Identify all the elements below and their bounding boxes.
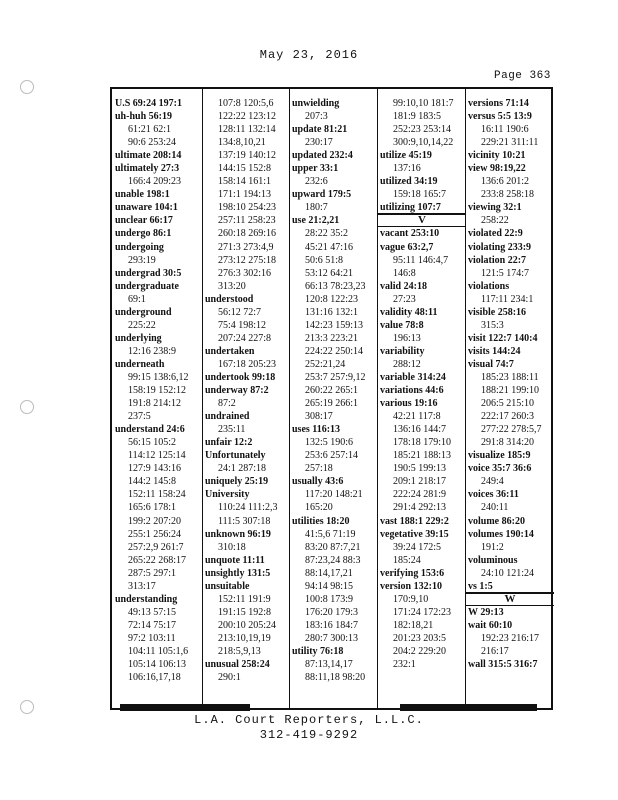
transcript-date: May 23, 2016 — [259, 48, 359, 62]
index-entry-continuation: 88:11,18 98:20 — [305, 672, 366, 684]
index-entry-continuation: 152:11 158:24 — [128, 489, 186, 501]
index-entry-continuation: 12:16 238:9 — [128, 345, 177, 357]
index-column-4 — [380, 97, 464, 671]
index-entry: understanding — [115, 593, 178, 605]
index-entry-continuation: 127:9 143:16 — [128, 463, 182, 475]
footer-bar-left — [120, 704, 250, 711]
index-entry-continuation: 87:2 — [218, 398, 236, 410]
index-entry: underground — [115, 306, 172, 318]
index-entry-continuation: 107:8 120:5,6 — [218, 98, 274, 109]
index-entry: variable 314:24 — [380, 371, 446, 383]
index-entry-continuation: 24:10 121:24 — [481, 567, 535, 579]
index-entry-continuation: 252:23 253:14 — [393, 124, 452, 136]
index-entry-continuation: 265:19 266:1 — [305, 398, 359, 410]
index-entry-continuation: 191:2 — [481, 541, 504, 553]
index-entry-continuation: 56:15 105:2 — [128, 437, 177, 449]
index-entry-continuation: 207:3 — [305, 111, 328, 123]
index-entry: understand 24:6 — [115, 424, 185, 436]
index-entry: violating 233:9 — [468, 241, 532, 253]
index-entry-continuation: 313:20 — [218, 280, 246, 292]
index-entry: underlying — [115, 332, 162, 344]
index-entry-continuation: 106:16,17,18 — [128, 672, 181, 684]
index-entry-continuation: 171:1 194:13 — [218, 189, 272, 201]
index-entry-continuation: 170:9,10 — [393, 593, 429, 605]
index-entry: violated 22:9 — [468, 228, 523, 240]
section-letter-heading: W — [468, 593, 552, 606]
index-entry-continuation: 27:23 — [393, 293, 416, 305]
index-entry-continuation: 104:11 105:1,6 — [128, 645, 189, 657]
index-entry-continuation: 216:17 — [481, 645, 509, 657]
index-entry: unclear 66:17 — [115, 215, 173, 227]
index-entry-continuation: 233:8 258:18 — [481, 189, 535, 201]
index-entry: unsuitable — [205, 580, 250, 592]
index-entry-continuation: 97:2 103:11 — [128, 632, 176, 644]
index-entry: uniquely 25:19 — [205, 476, 269, 488]
index-entry-continuation: 121:5 174:7 — [481, 267, 530, 279]
index-entry-continuation: 280:7 300:13 — [305, 632, 359, 644]
index-entry-continuation: 99:15 138:6,12 — [128, 371, 189, 383]
index-entry-continuation: 257:18 — [305, 463, 333, 475]
index-entry-continuation: 53:12 64:21 — [305, 267, 354, 279]
index-entry: underway 87:2 — [205, 385, 269, 397]
index-entry: volume 86:20 — [468, 515, 525, 527]
index-entry-continuation: 209:1 218:17 — [393, 476, 447, 488]
index-entry: unaware 104:1 — [115, 202, 178, 214]
index-entry-continuation: 66:13 78:23,23 — [305, 280, 366, 292]
index-entry-continuation: 117:20 148:21 — [305, 489, 363, 501]
index-entry-continuation: 232:1 — [393, 659, 416, 671]
section-letter-heading: V — [380, 214, 464, 227]
index-entry: versus 5:5 13:9 — [468, 111, 532, 123]
index-entry-continuation: 207:24 227:8 — [218, 332, 272, 344]
index-entry-continuation: 229:21 311:11 — [481, 137, 539, 149]
index-entry: understood — [205, 293, 254, 305]
index-entry: violations — [468, 280, 510, 292]
index-entry: voices 36:11 — [468, 489, 519, 501]
index-entry-continuation: 206:5 215:10 — [481, 398, 535, 410]
index-entry-continuation: 178:18 179:10 — [393, 437, 452, 449]
index-column-3 — [292, 97, 366, 684]
column-divider — [289, 89, 290, 708]
binder-hole-bottom — [20, 700, 34, 714]
index-entry-continuation: 16:11 190:6 — [481, 124, 529, 136]
word-index-table — [110, 87, 553, 710]
index-entry-continuation: 152:11 191:9 — [218, 593, 271, 605]
index-entry-continuation: 167:18 205:23 — [218, 358, 277, 370]
index-entry-continuation: 240:11 — [481, 502, 509, 514]
index-entry: undertaken — [205, 345, 255, 357]
index-entry-continuation: 39:24 172:5 — [393, 541, 442, 553]
index-entry-continuation: 201:23 203:5 — [393, 632, 447, 644]
index-entry-continuation: 252:21,24 — [305, 358, 346, 370]
index-entry-continuation: 171:24 172:23 — [393, 606, 452, 618]
index-entry-continuation: 188:21 199:10 — [481, 385, 540, 397]
index-entry: visit 122:7 140:4 — [468, 332, 538, 344]
index-entry: vacant 253:10 — [380, 228, 440, 240]
index-entry-continuation: 144:15 152:8 — [218, 163, 272, 175]
index-entry-continuation: 213:3 223:21 — [305, 332, 359, 344]
index-entry-continuation: 166:4 209:23 — [128, 176, 182, 188]
index-entry: undergrad 30:5 — [115, 267, 182, 279]
index-entry: vague 63:2,7 — [380, 241, 434, 253]
index-entry-continuation: 88:14,17,21 — [305, 567, 353, 579]
index-entry: updated 232:4 — [292, 150, 353, 162]
index-entry-continuation: 45:21 47:16 — [305, 241, 354, 253]
index-entry: update 81:21 — [292, 124, 348, 136]
index-entry-continuation: 260:22 265:1 — [305, 385, 359, 397]
index-entry: voluminous — [468, 554, 518, 566]
index-entry-continuation: 293:19 — [128, 254, 156, 266]
index-entry: value 78:8 — [380, 319, 424, 331]
index-entry-continuation: 185:21 188:13 — [393, 450, 452, 462]
index-entry: underneath — [115, 358, 165, 370]
index-entry: upper 33:1 — [292, 163, 339, 175]
index-entry: viewing 32:1 — [468, 202, 522, 214]
index-entry-continuation: 146:8 — [393, 267, 416, 279]
index-entry-continuation: 87:13,14,17 — [305, 659, 353, 671]
index-entry-continuation: 198:10 254:23 — [218, 202, 277, 214]
index-entry-continuation: 117:11 234:1 — [481, 293, 534, 305]
index-entry-continuation: 137:19 140:12 — [218, 150, 277, 162]
index-entry-continuation: 105:14 106:13 — [128, 659, 187, 671]
index-entry-continuation: 185:24 — [393, 554, 421, 566]
index-entry: unusual 258:24 — [205, 659, 270, 671]
index-entry: visible 258:16 — [468, 306, 527, 318]
index-entry: undergoing — [115, 241, 164, 253]
index-entry: utility 76:18 — [292, 645, 344, 657]
index-column-1 — [115, 97, 189, 684]
index-column-2 — [205, 97, 277, 684]
index-entry-continuation: 100:8 173:9 — [305, 593, 354, 605]
index-entry: vegetative 39:15 — [380, 528, 449, 540]
index-entry: visualize 185:9 — [468, 450, 531, 462]
binder-hole-top — [20, 80, 34, 94]
court-reporter-company: L.A. Court Reporters, L.L.C. — [194, 713, 424, 727]
index-entry-continuation: 165:6 178:1 — [128, 502, 177, 514]
index-entry-continuation: 255:1 256:24 — [128, 528, 182, 540]
index-entry: utilities 18:20 — [292, 515, 350, 527]
index-entry-continuation: 142:23 159:13 — [305, 319, 364, 331]
index-entry-continuation: 235:11 — [218, 424, 246, 436]
index-entry-continuation: 159:18 165:7 — [393, 189, 447, 201]
index-entry-continuation: 199:2 207:20 — [128, 515, 182, 527]
index-entry-continuation: 120:8 122:23 — [305, 293, 359, 305]
index-entry: unknown 96:19 — [205, 528, 271, 540]
index-entry-continuation: 87:23,24 88:3 — [305, 554, 361, 566]
index-entry-continuation: 290:1 — [218, 672, 241, 684]
index-entry: W 29:13 — [468, 606, 504, 618]
index-entry: volumes 190:14 — [468, 528, 534, 540]
index-entry-continuation: 24:1 287:18 — [218, 463, 267, 475]
index-entry: visual 74:7 — [468, 358, 514, 370]
index-entry: utilize 45:19 — [380, 150, 432, 162]
index-entry: upward 179:5 — [292, 189, 352, 201]
court-reporter-phone: 312-419-9292 — [259, 728, 359, 742]
index-entry-continuation: 158:14 161:1 — [218, 176, 272, 188]
index-entry-continuation: 249:4 — [481, 476, 504, 488]
index-entry-continuation: 196:13 — [393, 332, 421, 344]
index-entry-continuation: 111:5 307:18 — [218, 515, 271, 527]
index-entry-continuation: 271:3 273:4,9 — [218, 241, 274, 253]
index-entry: undergo 86:1 — [115, 228, 172, 240]
index-entry-continuation: 222:17 260:3 — [481, 411, 535, 423]
index-entry: utilized 34:19 — [380, 176, 438, 188]
index-entry-continuation: 218:5,9,13 — [218, 645, 261, 657]
column-divider — [377, 89, 378, 708]
index-entry: undergraduate — [115, 280, 179, 292]
index-entry-continuation: 191:15 192:8 — [218, 606, 272, 618]
index-entry-continuation: 134:8,10,21 — [218, 137, 266, 149]
index-entry: undertook 99:18 — [205, 371, 276, 383]
index-entry: uh-huh 56:19 — [115, 111, 172, 123]
index-entry-continuation: 122:22 123:12 — [218, 111, 277, 123]
index-entry-continuation: 99:10,10 181:7 — [393, 98, 454, 109]
index-entry: visits 144:24 — [468, 345, 521, 357]
index-column-5 — [468, 97, 552, 671]
index-entry-continuation: 28:22 35:2 — [305, 228, 349, 240]
index-entry-continuation: 315:3 — [481, 319, 504, 331]
index-entry: usually 43:6 — [292, 476, 344, 488]
index-entry-continuation: 95:11 146:4,7 — [393, 254, 449, 266]
index-entry-continuation: 94:14 98:15 — [305, 580, 354, 592]
column-divider — [465, 89, 466, 708]
index-entry: undrained — [205, 411, 250, 423]
index-entry-continuation: 158:19 152:12 — [128, 385, 187, 397]
index-entry: violation 22:7 — [468, 254, 527, 266]
index-entry-continuation: 131:16 132:1 — [305, 306, 359, 318]
index-entry: voice 35:7 36:6 — [468, 463, 532, 475]
index-entry-continuation: 224:22 250:14 — [305, 345, 364, 357]
index-entry-continuation: 61:21 62:1 — [128, 124, 172, 136]
index-entry: unsightly 131:5 — [205, 567, 271, 579]
index-entry-continuation: 257:11 258:23 — [218, 215, 276, 227]
index-entry: various 19:16 — [380, 398, 438, 410]
index-entry: validity 48:11 — [380, 306, 438, 318]
index-entry-continuation: 232:6 — [305, 176, 328, 188]
index-entry-continuation: 276:3 302:16 — [218, 267, 272, 279]
index-entry-continuation: 313:17 — [128, 580, 156, 592]
index-entry-continuation: 83:20 87:7,21 — [305, 541, 361, 553]
index-entry-continuation: 253:7 257:9,12 — [305, 371, 366, 383]
index-entry: versions 71:14 — [468, 98, 529, 109]
index-entry-continuation: 185:23 188:11 — [481, 371, 539, 383]
index-entry: valid 24:18 — [380, 280, 427, 292]
index-entry-continuation: 291:8 314:20 — [481, 437, 535, 449]
index-entry-continuation: 200:10 205:24 — [218, 619, 277, 631]
index-entry-continuation: 308:17 — [305, 411, 333, 423]
index-entry: vast 188:1 229:2 — [380, 515, 449, 527]
index-entry-continuation: 41:5,6 71:19 — [305, 528, 356, 540]
index-entry-continuation: 277:22 278:5,7 — [481, 424, 542, 436]
index-entry-continuation: 49:13 57:15 — [128, 606, 177, 618]
index-entry-continuation: 72:14 75:17 — [128, 619, 177, 631]
index-entry-continuation: 132:5 190:6 — [305, 437, 354, 449]
index-entry-continuation: 183:16 184:7 — [305, 619, 359, 631]
index-entry-continuation: 144:2 145:8 — [128, 476, 177, 488]
index-entry-continuation: 136:6 201:2 — [481, 176, 530, 188]
index-entry-continuation: 291:4 292:13 — [393, 502, 447, 514]
index-entry: wall 315:5 316:7 — [468, 659, 538, 671]
index-entry-continuation: 69:1 — [128, 293, 146, 305]
index-entry-continuation: 50:6 51:8 — [305, 254, 344, 266]
index-entry: vicinity 10:21 — [468, 150, 526, 162]
index-entry: uses 116:13 — [292, 424, 341, 436]
index-entry-continuation: 225:22 — [128, 319, 156, 331]
index-entry: variability — [380, 345, 425, 357]
index-entry-continuation: 128:11 132:14 — [218, 124, 276, 136]
index-entry: use 21:2,21 — [292, 215, 340, 227]
index-entry-continuation: 230:17 — [305, 137, 333, 149]
index-entry-continuation: 136:16 144:7 — [393, 424, 447, 436]
index-entry-continuation: 56:12 72:7 — [218, 306, 262, 318]
index-entry-continuation: 253:6 257:14 — [305, 450, 359, 462]
index-entry-continuation: 75:4 198:12 — [218, 319, 267, 331]
index-entry-continuation: 110:24 111:2,3 — [218, 502, 278, 514]
footer-bar-right — [400, 704, 537, 711]
index-entry: U.S 69:24 197:1 — [115, 98, 182, 109]
index-entry: unfair 12:2 — [205, 437, 253, 449]
index-entry-continuation: 257:2,9 261:7 — [128, 541, 184, 553]
index-entry: unwielding — [292, 98, 340, 109]
index-entry-continuation: 287:5 297:1 — [128, 567, 177, 579]
index-entry-continuation: 300:9,10,14,22 — [393, 137, 454, 149]
index-entry-continuation: 204:2 229:20 — [393, 645, 447, 657]
index-entry-continuation: 237:5 — [128, 411, 151, 423]
index-entry-continuation: 265:22 268:17 — [128, 554, 187, 566]
index-entry-continuation: 190:5 199:13 — [393, 463, 447, 475]
page-number: Page 363 — [494, 70, 551, 82]
index-entry-continuation: 137:16 — [393, 163, 421, 175]
index-entry-continuation: 90:6 253:24 — [128, 137, 177, 149]
column-divider — [202, 89, 203, 708]
index-entry: version 132:10 — [380, 580, 442, 592]
index-entry: utilizing 107:7 — [380, 202, 441, 214]
index-entry-continuation: 176:20 179:3 — [305, 606, 359, 618]
index-entry-continuation: 192:23 216:17 — [481, 632, 540, 644]
index-entry: view 98:19,22 — [468, 163, 526, 175]
binder-hole-middle — [20, 400, 34, 414]
index-entry-continuation: 114:12 125:14 — [128, 450, 186, 462]
index-entry-continuation: 42:21 117:8 — [393, 411, 441, 423]
index-entry: variations 44:6 — [380, 385, 444, 397]
index-entry-continuation: 165:20 — [305, 502, 333, 514]
index-entry-continuation: 180:7 — [305, 202, 328, 214]
index-entry-continuation: 258:22 — [481, 215, 509, 227]
index-entry-continuation: 182:18,21 — [393, 619, 434, 631]
index-entry: ultimately 27:3 — [115, 163, 180, 175]
index-entry-continuation: 181:9 183:5 — [393, 111, 442, 123]
index-entry-continuation: 310:18 — [218, 541, 246, 553]
index-entry-continuation: 288:12 — [393, 358, 421, 370]
index-entry: unable 198:1 — [115, 189, 170, 201]
index-entry-continuation: 222:24 281:9 — [393, 489, 447, 501]
index-entry: Unfortunately — [205, 450, 266, 462]
index-entry-continuation: 213:10,19,19 — [218, 632, 271, 644]
index-entry: ultimate 208:14 — [115, 150, 182, 162]
index-entry-continuation: 273:12 275:18 — [218, 254, 277, 266]
index-entry: verifying 153:6 — [380, 567, 445, 579]
index-entry: University — [205, 489, 250, 501]
index-entry: vs 1:5 — [468, 580, 493, 592]
index-entry: wait 60:10 — [468, 619, 513, 631]
index-entry-continuation: 260:18 269:16 — [218, 228, 277, 240]
index-entry-continuation: 191:8 214:12 — [128, 398, 182, 410]
index-entry: unquote 11:11 — [205, 554, 265, 566]
